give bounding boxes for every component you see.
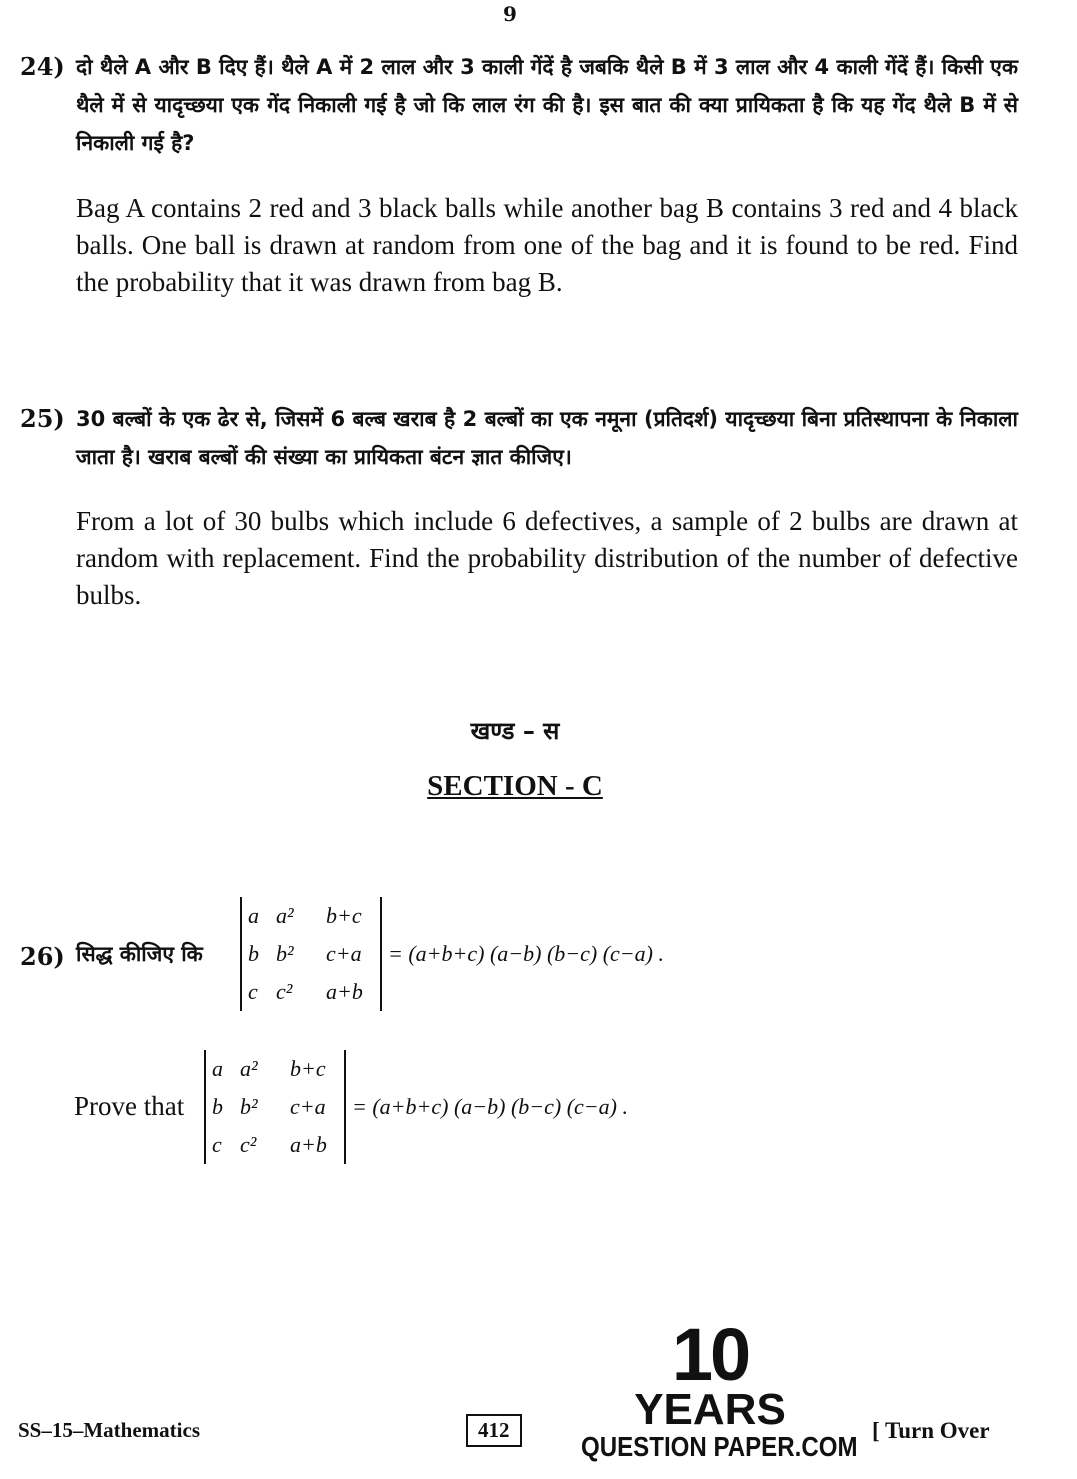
matrix-row (212, 1088, 340, 1126)
question-26-hindi-prefix: सिद्ध कीजिए कि (76, 942, 203, 966)
matrix-cell: a+b (326, 979, 363, 1004)
matrix-cell: c+a (326, 941, 362, 966)
watermark-years: YEARS (634, 1385, 786, 1434)
question-number-24: 24) (20, 52, 65, 81)
matrix-row (248, 973, 376, 1011)
determinant-equation-hindi (240, 897, 664, 1011)
matrix-row (212, 1126, 340, 1164)
matrix-row (212, 1050, 340, 1088)
determinant-matrix (240, 897, 382, 1011)
matrix-cell: a² (276, 903, 294, 928)
watermark-logo (560, 1313, 860, 1462)
equation-rhs: = (a+b+c) (a−b) (b−c) (c−a) . (388, 941, 664, 966)
matrix-cell: a (212, 1056, 223, 1081)
matrix-cell: b² (276, 941, 294, 966)
matrix-cell: b (248, 941, 259, 966)
matrix-cell: b (212, 1094, 223, 1119)
matrix-row (248, 897, 376, 935)
matrix-cell: a+b (290, 1132, 327, 1157)
matrix-row (248, 935, 376, 973)
section-heading-english: SECTION - C (427, 770, 603, 802)
question-26-english-prefix: Prove that (74, 1091, 185, 1121)
watermark-number: 10 (671, 1313, 749, 1396)
watermark-site: QUESTION PAPER.COM (581, 1431, 858, 1462)
matrix-cell: c (248, 979, 258, 1004)
matrix-cell: a² (240, 1056, 258, 1081)
matrix-cell: c+a (290, 1094, 326, 1119)
footer-subject-code: SS–15–Mathematics (18, 1418, 200, 1442)
matrix-cell: b+c (290, 1056, 326, 1081)
matrix-cell: b² (240, 1094, 258, 1119)
footer-page-box: 412 (466, 1414, 522, 1447)
question-number-26: 26) (20, 942, 65, 971)
determinant-equation-english (204, 1050, 628, 1164)
question-24-english: Bag A contains 2 red and 3 black balls while another bag B contains 3 red and 4 black balls. One ball is drawn at random from one of the bag and it is found to be red. Find the probability that it was drawn from bag B. (76, 193, 1018, 297)
question-25-english: From a lot of 30 bulbs which include 6 defectives, a sample of 2 bulbs are drawn at random with replacement. Find the probability distribution of the number of defective bulbs. (76, 506, 1018, 610)
equation-rhs: = (a+b+c) (a−b) (b−c) (c−a) . (352, 1094, 628, 1119)
determinant-matrix (204, 1050, 346, 1164)
question-24-hindi: दो थैले A और B दिए हैं। थैले A में 2 लाल और 3 काली गेंदें है जबकि थैले B में 3 लाल और 4 काली गेंदें हैं। किसी एक थैले में से यादृच्छया एक गेंद निकाली गई है जो कि लाल रंग की है। इस बात की क्या प्रायिकता है कि यह गेंद थैले B में से निकाली गई है? (76, 55, 1018, 155)
matrix-cell: c² (276, 979, 293, 1004)
section-heading-hindi: खण्ड – स (470, 717, 560, 745)
matrix-cell: a (248, 903, 259, 928)
matrix-cell: c² (240, 1132, 257, 1157)
question-number-25: 25) (20, 404, 65, 433)
page-number: 9 (503, 2, 517, 26)
matrix-cell: b+c (326, 903, 362, 928)
footer-turn-over: [ Turn Over (872, 1418, 990, 1443)
matrix-cell: c (212, 1132, 222, 1157)
question-25-hindi: 30 बल्बों के एक ढेर से, जिसमें 6 बल्ब खराब है 2 बल्बों का एक नमूना (प्रतिदर्श) यादृच्छया बिना प्रतिस्थापना के निकाला जाता है। खराब बल्बों की संख्या का प्रायिकता बंटन ज्ञात कीजिए। (76, 407, 1018, 469)
